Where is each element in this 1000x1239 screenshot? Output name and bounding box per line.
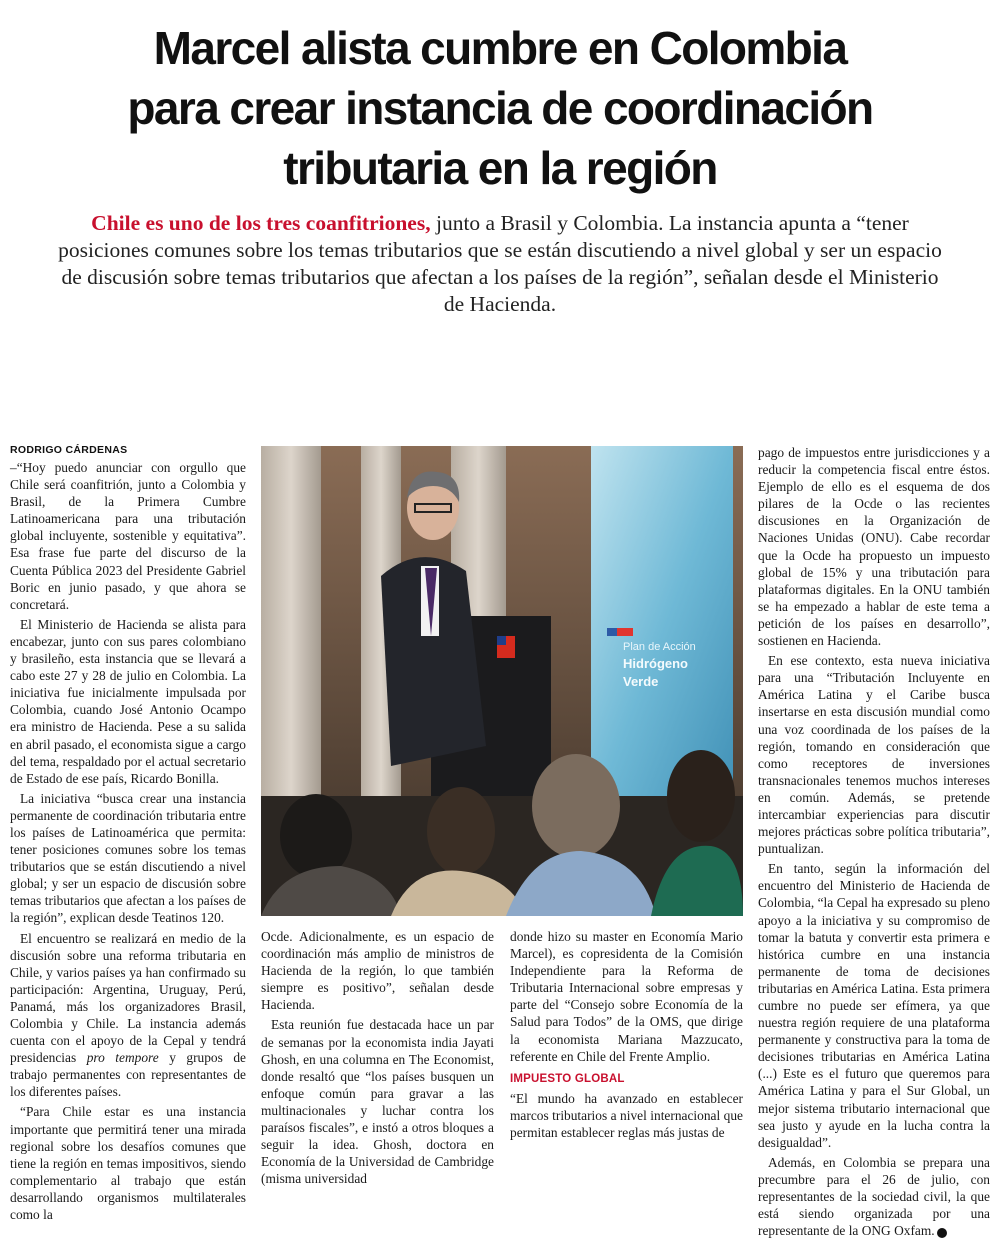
body-paragraph-5-continued: Ocde. Adicionalmente, es un espacio de coordinación más amplio de ministros de Hacienda de la región, lo que también siempre es positivo”, señalan desde Hacienda.: [261, 929, 494, 1013]
headline-line-2: para crear instancia de coordinación: [127, 82, 873, 134]
body-paragraph-10: [758, 1154, 990, 1239]
article-column-1: [10, 459, 246, 1223]
body-paragraph-1: –“Hoy puedo anunciar con orgullo que Chile será coanfitrión, junto a Colombia y Brasil, de la Primera Cumbre Latinoamericana para una tributación global incluyente, sostenible y equitativa”. Esa frase fue parte del discurso de la Cuenta Pública 2023 del Presidente Gabriel Boric en junio pasado, y que ahora se concretará.: [10, 460, 246, 612]
body-paragraph-7-continued: pago de impuestos entre jurisdicciones y a reducir la competencia fiscal entre éstos. Ejemplo de ello es el esquema de dos pilares de la Ocde o las recientes discusiones en la Organización de Naciones Unidas (ONU). Cabe recordar que la Ocde ha propuesto un impuesto global de 15% y una tributación para plataformas digitales. En la ONU también se ha empezado a hablar de este tema a petición de los países en desarrollo”, sostienen en Hacienda.: [758, 445, 990, 649]
podium-emblem-blue: [497, 636, 506, 645]
audience-head-4: [667, 750, 735, 842]
photo-illustration: [261, 446, 743, 916]
body-paragraph-4: [10, 930, 246, 1101]
headline: [40, 18, 960, 198]
body-paragraph-9: En tanto, según la información del encuentro del Ministerio de Hacienda de Colombia, “la Cepal ha expresado su pleno apoyo a la iniciativa y su compromiso de tomar la batuta y convertir esta primera e histórica cumbre en una instancia permanente de toma de decisiones tributarias en América Latina. Esta primera cumbre no puede ser efímera, ya que nuestra región requiere de una plataforma permanente y constructiva para la toma de decisiones tributarias en América Latina (...) Este es el futuro que queremos para América Latina y para el Sur Global, un mejor sistema tributario internacional que sea justo y ayude en la lucha contra la desigualdad”.: [758, 861, 990, 1150]
deck-summary: [50, 210, 950, 318]
pro-tempore-italic: pro tempore: [86, 1050, 159, 1066]
deck-text: junto a Brasil y Colombia. La instancia apunta a “tener posiciones comunes sobre los temas tributarios que se están discutiendo a nivel global y ser un espacio de discusión sobre temas tributarios que afectan a los países de la región”, señalan desde el Ministerio de Hacienda.: [58, 211, 942, 316]
article-column-4: [758, 444, 990, 1239]
audience-head-1: [280, 794, 352, 878]
body-paragraph-3: La iniciativa “busca crear una instancia permanente de coordinación tributaria entre los países de Latinoamérica que permita: tener posiciones comunes sobre los temas tributarios que se están discutiendo a nivel global; y ser un espacio de discusión sobre temas tributarios que afectan a los países de la región”, explican desde Teatinos 120.: [10, 790, 246, 926]
body-paragraph-4-end: y grupos de trabajo permanentes con representantes de los diferentes países.: [10, 1050, 246, 1100]
audience-head-3: [532, 754, 620, 858]
screen-text-3: Verde: [623, 674, 659, 689]
body-paragraph-8: En ese contexto, esta nueva iniciativa para una “Tributación Incluyente en América Latina y el Caribe busca insertarse en esta discusión mundial como una voz coordinada de los países de la región, tomando en consideración que como receptores de inversiones transnacionales tenemos muchos intereses en común. Además, se pretende intercambiar experiencias para discutir mejores prácticas sobre política tributaria”, puntualizan.: [758, 653, 990, 857]
screen-logo-mark-red: [617, 628, 633, 636]
article-photo: [261, 446, 743, 916]
screen-text-1: Plan de Acción: [623, 641, 696, 653]
body-paragraph-10-text: Además, en Colombia se prepara una precumbre para el 26 de julio, con representantes de la sociedad civil, la que está siendo organizada por una representante de la ONG Oxfam.: [758, 1154, 990, 1239]
section-subhead: IMPUESTO GLOBAL: [510, 1072, 625, 1085]
article-column-2: [261, 928, 494, 1187]
deck-lead: Chile es uno de los tres coanfitriones,: [91, 211, 431, 235]
left-column-pillar: [261, 446, 321, 806]
body-paragraph-2: El Ministerio de Hacienda se alista para encabezar, junto con sus pares colombiano y brasileño, esta instancia que se llevará a cabo este 27 y 28 de julio en Colombia. La iniciativa fue inicialmente impulsada por Colombia, cuando José Antonio Ocampo era ministro de Hacienda. Pese a su salida en abril pasado, el economista sigue a cargo del tema, respaldado por el actual secretario de Estado de ese país, Ricardo Bonilla.: [10, 616, 246, 786]
audience-head-2: [427, 787, 495, 875]
body-paragraph-6-continued: donde hizo su master en Economía Mario Marcel), es copresidenta de la Comisión Independiente para la Reforma de Tributaria Internacional sobre empresas y parte del “Consejo sobre Economía de la Salud para Todos” de la OMS, que dirige la economista Mariana Mazzucato, referente en Chile del Frente Amplio.: [510, 929, 743, 1064]
headline-line-1: Marcel alista cumbre en Colombia: [153, 22, 847, 74]
headline-line-3: tributaria en la región: [283, 142, 717, 194]
body-paragraph-5: “Para Chile estar es una instancia importante que permitirá tener una mirada regional sobre los desafíos comunes que tiene la región en temas impositivos, siendo complementario al trabajo que están desarrollando organismos multilaterales como la: [10, 1104, 246, 1223]
screen-text-2: Hidrógeno: [623, 656, 688, 671]
screen-logo-mark: [607, 628, 617, 636]
end-of-article-icon: P: [937, 1228, 947, 1238]
author-byline: RODRIGO CÁRDENAS: [10, 444, 128, 456]
article-column-3: [510, 928, 743, 1150]
body-paragraph-4-start: El encuentro se realizará en medio de la discusión sobre una reforma tributaria en Chile, y varios países ya han confirmado su participación: Argentina, Uruguay, Perú, Panamá, más los organizadores Brasil, Colombia y Chile. La instancia además cuenta con el apoyo de la Cepal y tendrá presidencias: [10, 930, 246, 1066]
body-paragraph-6: Esta reunión fue destacada hace un par de semanas por la economista india Jayati Ghosh, en una columna en The Economist, donde resaltó que “los países busquen un enfoque común para gravar a las multinacionales y luchar contra los paraísos fiscales”, e instó a otros bloques a seguir la idea. Ghosh, doctora en Economía de la Universidad de Cambridge (misma universidad: [261, 1017, 494, 1187]
body-paragraph-7: “El mundo ha avanzado en establecer marcos tributarios a nivel internacional que permitan establecer reglas más justas de: [510, 1090, 743, 1141]
